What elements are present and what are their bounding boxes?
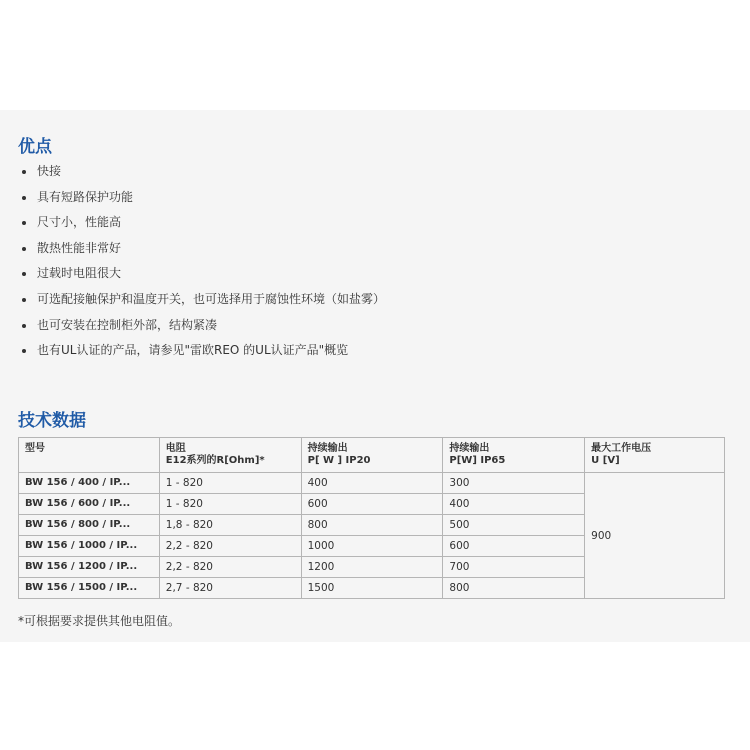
list-item <box>18 159 385 185</box>
header-max-voltage: 最大工作电压 U [V] <box>585 438 725 473</box>
cell-ip20: 800 <box>301 515 443 536</box>
cell-ip20: 1200 <box>301 557 443 578</box>
cell-ip20: 600 <box>301 494 443 515</box>
bullet-icon <box>22 272 26 276</box>
bullet-icon <box>22 247 26 251</box>
cell-ip20: 400 <box>301 473 443 494</box>
bullet-icon <box>22 349 26 353</box>
advantage-text: 尺寸小，性能高 <box>37 215 122 230</box>
header-power-ip20: 持续输出 P[ W ] IP20 <box>301 438 443 473</box>
advantages-title: 优点 <box>18 137 52 157</box>
cell-ip65: 700 <box>443 557 585 578</box>
specs-table <box>18 437 725 599</box>
cell-resistance: 1 - 820 <box>159 494 301 515</box>
advantage-text: 散热性能非常好 <box>37 240 122 255</box>
table-row <box>19 473 725 494</box>
cell-resistance: 2,2 - 820 <box>159 536 301 557</box>
cell-resistance: 1 - 820 <box>159 473 301 494</box>
cell-ip20: 1000 <box>301 536 443 557</box>
list-item <box>18 185 385 211</box>
cell-ip65: 600 <box>443 536 585 557</box>
list-item <box>18 210 385 236</box>
advantage-text: 具有短路保护功能 <box>37 189 134 204</box>
cell-max-voltage: 900 <box>585 473 725 599</box>
bullet-icon <box>22 298 26 302</box>
header-model: 型号 <box>19 438 160 473</box>
table-header-row <box>19 438 725 473</box>
cell-model: BW 156 / 1500 / IP... <box>19 578 160 599</box>
cell-resistance: 1,8 - 820 <box>159 515 301 536</box>
cell-ip65: 300 <box>443 473 585 494</box>
list-item <box>18 338 385 364</box>
list-item <box>18 313 385 339</box>
cell-model: BW 156 / 1200 / IP... <box>19 557 160 578</box>
cell-ip65: 400 <box>443 494 585 515</box>
bullet-icon <box>22 324 26 328</box>
cell-model: BW 156 / 400 / IP... <box>19 473 160 494</box>
advantage-text: 快接 <box>37 164 62 178</box>
content-panel <box>0 110 750 642</box>
header-power-ip65: 持续输出 P[W] IP65 <box>443 438 585 473</box>
advantage-text: 可选配接触保护和温度开关，也可选择用于腐蚀性环境（如盐雾） <box>37 291 386 306</box>
advantage-text: 过载时电阻很大 <box>37 266 122 281</box>
cell-model: BW 156 / 1000 / IP... <box>19 536 160 557</box>
advantages-list <box>18 159 385 364</box>
advantage-text: 也可安装在控制柜外部，结构紧凑 <box>37 317 218 332</box>
cell-resistance: 2,2 - 820 <box>159 557 301 578</box>
cell-model: BW 156 / 800 / IP... <box>19 515 160 536</box>
cell-resistance: 2,7 - 820 <box>159 578 301 599</box>
cell-model: BW 156 / 600 / IP... <box>19 494 160 515</box>
cell-ip65: 800 <box>443 578 585 599</box>
specs-title: 技术数据 <box>18 411 86 431</box>
list-item <box>18 287 385 313</box>
bullet-icon <box>22 196 26 200</box>
bullet-icon <box>22 170 26 174</box>
list-item <box>18 261 385 287</box>
cell-ip65: 500 <box>443 515 585 536</box>
header-resistance: 电阻 E12系列的R[Ohm]* <box>159 438 301 473</box>
cell-ip20: 1500 <box>301 578 443 599</box>
footnote: *可根据要求提供其他电阻值。 <box>18 614 181 628</box>
advantage-text: 也有UL认证的产品，请参见"雷欧REO 的UL认证产品"概览 <box>37 343 349 358</box>
list-item <box>18 236 385 262</box>
bullet-icon <box>22 221 26 225</box>
